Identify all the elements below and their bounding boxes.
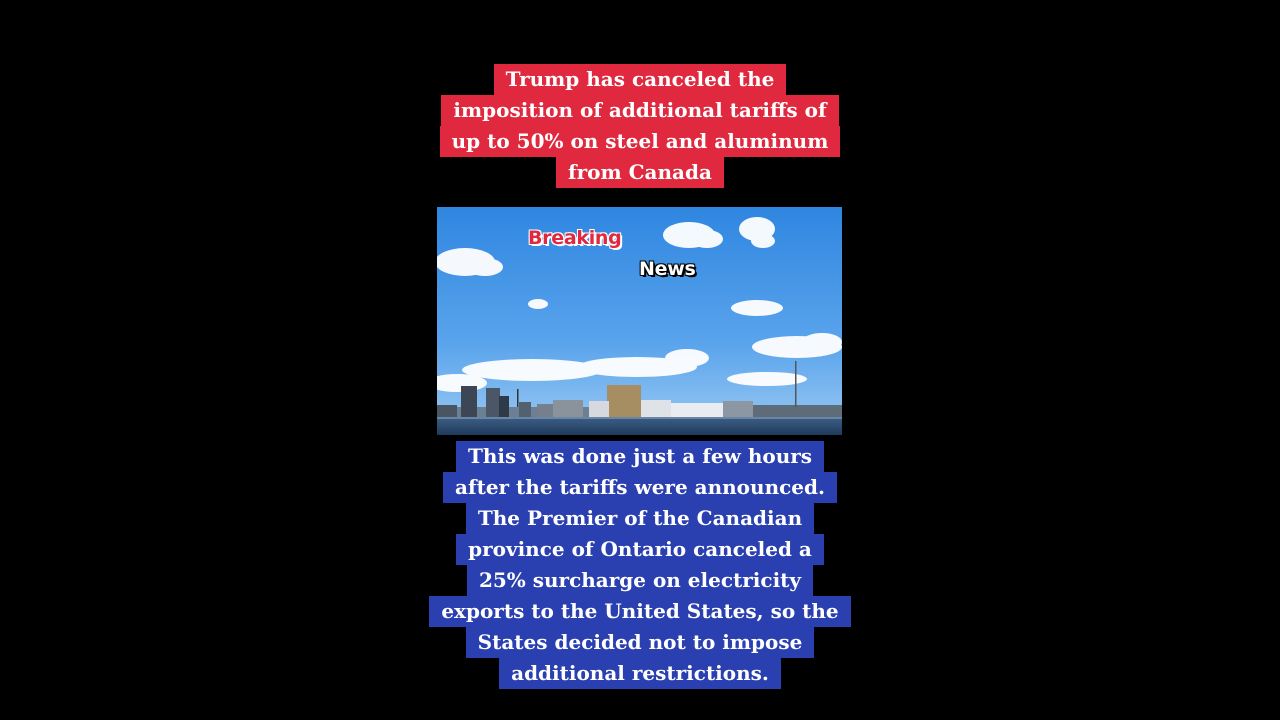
body-caption-line: province of Ontario canceled a [456, 534, 824, 565]
body-caption-line: This was done just a few hours [456, 441, 824, 472]
body-caption-line: 25% surcharge on electricity [467, 565, 813, 596]
harbor-skyline-scene [437, 207, 842, 435]
body-caption-line: additional restrictions. [499, 658, 781, 689]
body-caption-line: The Premier of the Canadian [466, 503, 814, 534]
headline-line: up to 50% on steel and aluminum [440, 126, 841, 157]
breaking-overlay-text: Breaking [528, 227, 622, 249]
body-caption-line: after the tariffs were announced. [443, 472, 837, 503]
headline-line: from Canada [556, 157, 724, 188]
body-caption [0, 441, 1280, 689]
headline-line: Trump has canceled the [494, 64, 787, 95]
headline-caption [0, 64, 1280, 188]
video-thumbnail [437, 207, 842, 435]
news-overlay-text: News [639, 258, 696, 280]
body-caption-line: exports to the United States, so the [429, 596, 850, 627]
water [437, 417, 842, 435]
body-caption-line: States decided not to impose [466, 627, 815, 658]
headline-line: imposition of additional tariffs of [441, 95, 838, 126]
